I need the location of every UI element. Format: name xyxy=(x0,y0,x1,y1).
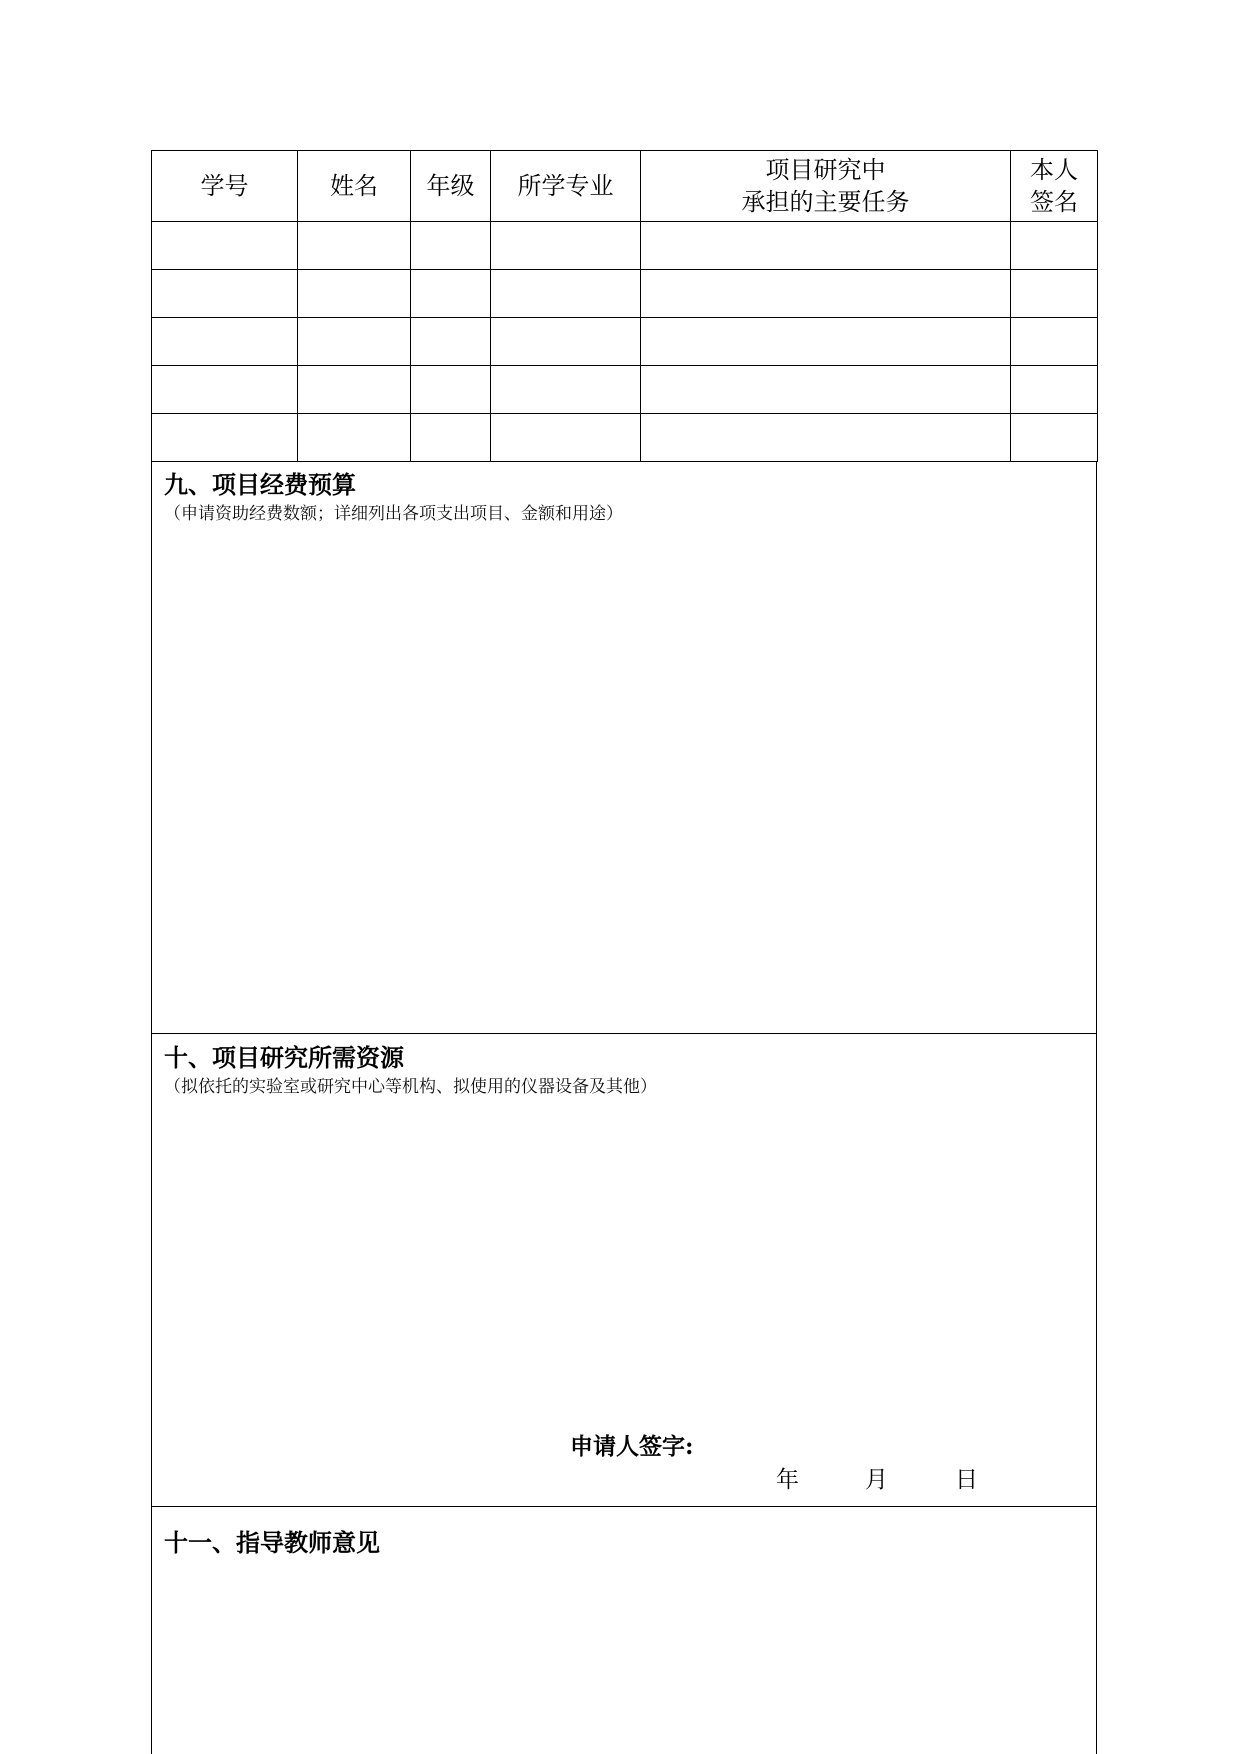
applicant-signature-label: 申请人签字: xyxy=(570,1433,694,1460)
header-major: 所学专业 xyxy=(491,151,641,222)
cell-student-id[interactable] xyxy=(152,366,298,414)
cell-name[interactable] xyxy=(298,414,411,462)
cell-grade[interactable] xyxy=(411,270,491,318)
cell-grade[interactable] xyxy=(411,222,491,270)
cell-grade[interactable] xyxy=(411,414,491,462)
header-task-line1: 项目研究中 xyxy=(765,156,886,184)
cell-major[interactable] xyxy=(491,366,641,414)
budget-section[interactable] xyxy=(151,461,1097,1034)
cell-task[interactable] xyxy=(641,270,1011,318)
cell-task[interactable] xyxy=(641,222,1011,270)
advisor-opinion-title: 十一、指导教师意见 xyxy=(164,1528,380,1557)
header-signature xyxy=(1011,151,1098,222)
table-row xyxy=(152,222,1098,270)
resources-section-note: （拟依托的实验室或研究中心等机构、拟使用的仪器设备及其他） xyxy=(164,1077,657,1097)
header-signature-line2: 签名 xyxy=(1030,188,1078,216)
table-row xyxy=(152,414,1098,462)
header-grade: 年级 xyxy=(411,151,491,222)
table-row xyxy=(152,318,1098,366)
cell-name[interactable] xyxy=(298,270,411,318)
cell-major[interactable] xyxy=(491,270,641,318)
members-table-frame xyxy=(151,150,1097,462)
cell-student-id[interactable] xyxy=(152,414,298,462)
cell-task[interactable] xyxy=(641,414,1011,462)
signature-date-year: 年 xyxy=(776,1467,799,1493)
members-table xyxy=(151,150,1098,462)
cell-task[interactable] xyxy=(641,366,1011,414)
cell-grade[interactable] xyxy=(411,318,491,366)
cell-student-id[interactable] xyxy=(152,318,298,366)
signature-date-month: 月 xyxy=(865,1467,888,1493)
header-student-id: 学号 xyxy=(152,151,298,222)
cell-major[interactable] xyxy=(491,318,641,366)
cell-signature[interactable] xyxy=(1011,222,1098,270)
cell-signature[interactable] xyxy=(1011,318,1098,366)
budget-section-title: 九、项目经费预算 xyxy=(164,470,356,499)
cell-grade[interactable] xyxy=(411,366,491,414)
cell-major[interactable] xyxy=(491,222,641,270)
cell-major[interactable] xyxy=(491,414,641,462)
signature-date-day: 日 xyxy=(955,1467,978,1493)
cell-student-id[interactable] xyxy=(152,222,298,270)
resources-section-title: 十、项目研究所需资源 xyxy=(164,1043,404,1072)
cell-name[interactable] xyxy=(298,366,411,414)
cell-student-id[interactable] xyxy=(152,270,298,318)
header-signature-line1: 本人 xyxy=(1030,156,1078,184)
advisor-opinion-section[interactable] xyxy=(151,1507,1097,1754)
header-task xyxy=(641,151,1011,222)
budget-section-note: （申请资助经费数额；详细列出各项支出项目、金额和用途） xyxy=(164,504,623,524)
header-name: 姓名 xyxy=(298,151,411,222)
cell-name[interactable] xyxy=(298,222,411,270)
cell-signature[interactable] xyxy=(1011,270,1098,318)
table-row xyxy=(152,366,1098,414)
header-task-line2: 承担的主要任务 xyxy=(741,188,910,216)
cell-name[interactable] xyxy=(298,318,411,366)
resources-section[interactable] xyxy=(151,1034,1097,1507)
cell-signature[interactable] xyxy=(1011,414,1098,462)
cell-signature[interactable] xyxy=(1011,366,1098,414)
table-row xyxy=(152,270,1098,318)
table-header-row xyxy=(152,151,1098,222)
cell-task[interactable] xyxy=(641,318,1011,366)
